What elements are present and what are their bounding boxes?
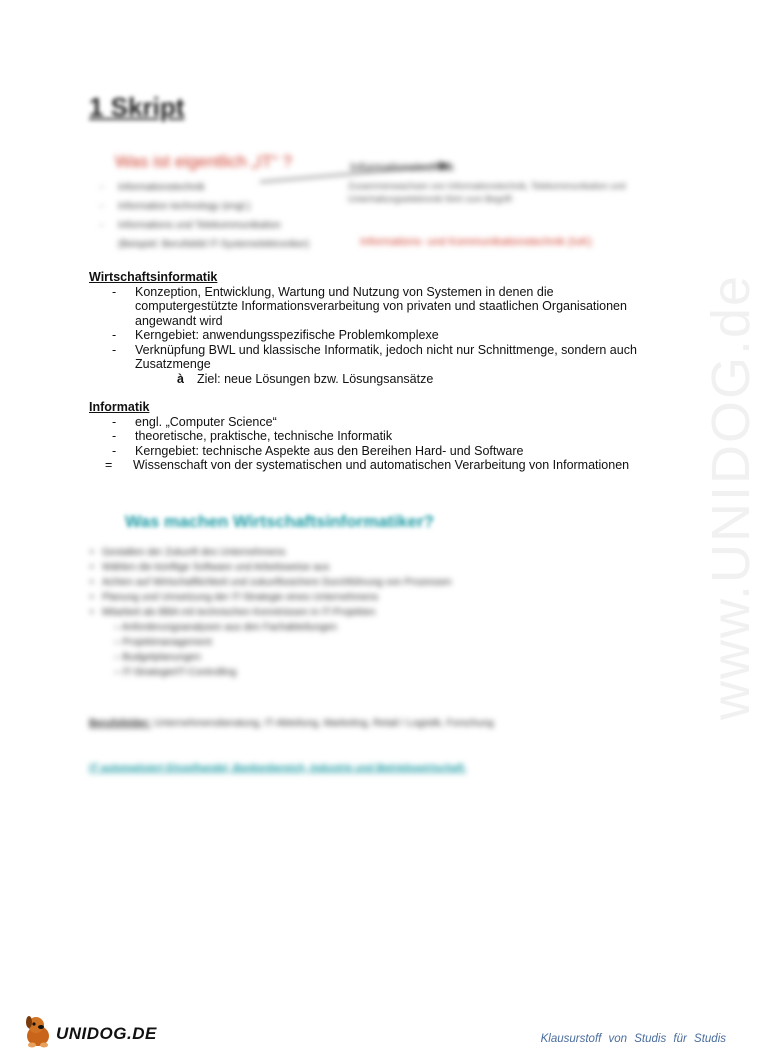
list-item: • Planung und Umsetzung der IT-Strategie eines Unternehmens (90, 592, 379, 603)
logo (22, 1014, 162, 1050)
watermark-text: www.UNIDOG.de (701, 273, 761, 720)
berufsfelder-text: Unternehmensberatung, IT-Abteilung, Marketing, Retail / Logistik, Forschung (151, 718, 494, 729)
list-item: - engl. „Computer Science“ (112, 414, 277, 429)
sub-list-item: – Projektmanagement (114, 637, 212, 648)
list-item: • Wählen die künftige Software und Arbeitsweise aus (90, 562, 330, 573)
it-right-title: Informationstechnik (350, 160, 455, 174)
it-list (100, 178, 309, 254)
list-item: - Information technology (engl.) (100, 201, 251, 212)
page-title: 1 Skript (89, 92, 185, 122)
list-item: - Informationstechnik (100, 182, 205, 193)
it-right-red: Informations- und Kommunikationstechnik (IuK) (360, 236, 592, 248)
sub-list-item: – IT-Strategie/IT-Controlling (114, 667, 237, 678)
sub-list-item: – Budgetplanungen (114, 652, 201, 663)
section-heading: Wirtschaftsinformatik (89, 270, 218, 284)
logo-text: UNIDOG.DE (56, 1024, 157, 1043)
list-item: - Informations und Telekommunikation (100, 220, 281, 231)
dog-icon (22, 1014, 56, 1050)
definition-line: = Wissenschaft von der systematischen und automatischen Verarbeitung von Informationen (105, 458, 630, 472)
section-wirtschaftsinformatik (89, 270, 659, 386)
it-question: Was ist eigentlich „IT“ ? (115, 152, 292, 171)
goal-line: à Ziel: neue Lösungen bzw. Lösungsansätze (177, 371, 434, 386)
it-right-text: Zusammenwachsen von Informationstechnik, Telekommunikation und Unterhaltungselektronik führt zum Begriff: (348, 181, 626, 204)
list-item: • Gestalten der Zukunft des Unternehmens (90, 547, 286, 558)
was-machen-heading: Was machen Wirtschaftsinformatiker? (125, 512, 435, 531)
footer-tagline: Klausurstoff von Studis für Studis (540, 1033, 726, 1045)
sub-list-item: – Anforderungsanalysen aus den Fachabteilungen (114, 622, 337, 633)
arrow-symbol: à (177, 371, 184, 386)
berufsfelder-label: Berufsfelder: (89, 718, 152, 729)
berufsfelder-line (89, 718, 494, 729)
it-diagram (100, 148, 660, 258)
equals-symbol: = (105, 458, 113, 472)
list-item: • Mitarbeit als BBA mit technischen Kenntnissen in IT-Projekten (90, 607, 376, 618)
it-automation-line: IT automatisiert Einzelhandel, Bankenbereich, Industrie und Betriebswirtschaft. (89, 763, 467, 774)
was-machen-list (90, 545, 510, 680)
list-item: • Achten auf Wirtschaftlichkeit und zukunftssichere Durchführung von Prozessen (90, 577, 452, 588)
section-heading: Informatik (89, 400, 150, 414)
list-item: - Verknüpfung BWL und klassische Informatik, jedoch nicht nur Schnittmenge, sondern auch Zusatzmenge (112, 342, 637, 371)
list-item: - Konzeption, Entwicklung, Wartung und Nutzung von Systemen in denen die computergestützte Informationsverarbeitung von privaten und staatlichen Organisationen angewandt wird (112, 284, 627, 328)
list-item: - theoretische, praktische, technische Informatik (112, 429, 393, 443)
section-informatik (89, 400, 659, 473)
list-item: - Kerngebiet: technische Aspekte aus den Bereihen Hard- und Software (112, 443, 524, 458)
list-item: (Beispiel: Berufsbild IT-Systemelektroniker) (118, 239, 310, 250)
list-item: - Kerngebiet: anwendungsspezifische Problemkomplexe (112, 328, 439, 342)
